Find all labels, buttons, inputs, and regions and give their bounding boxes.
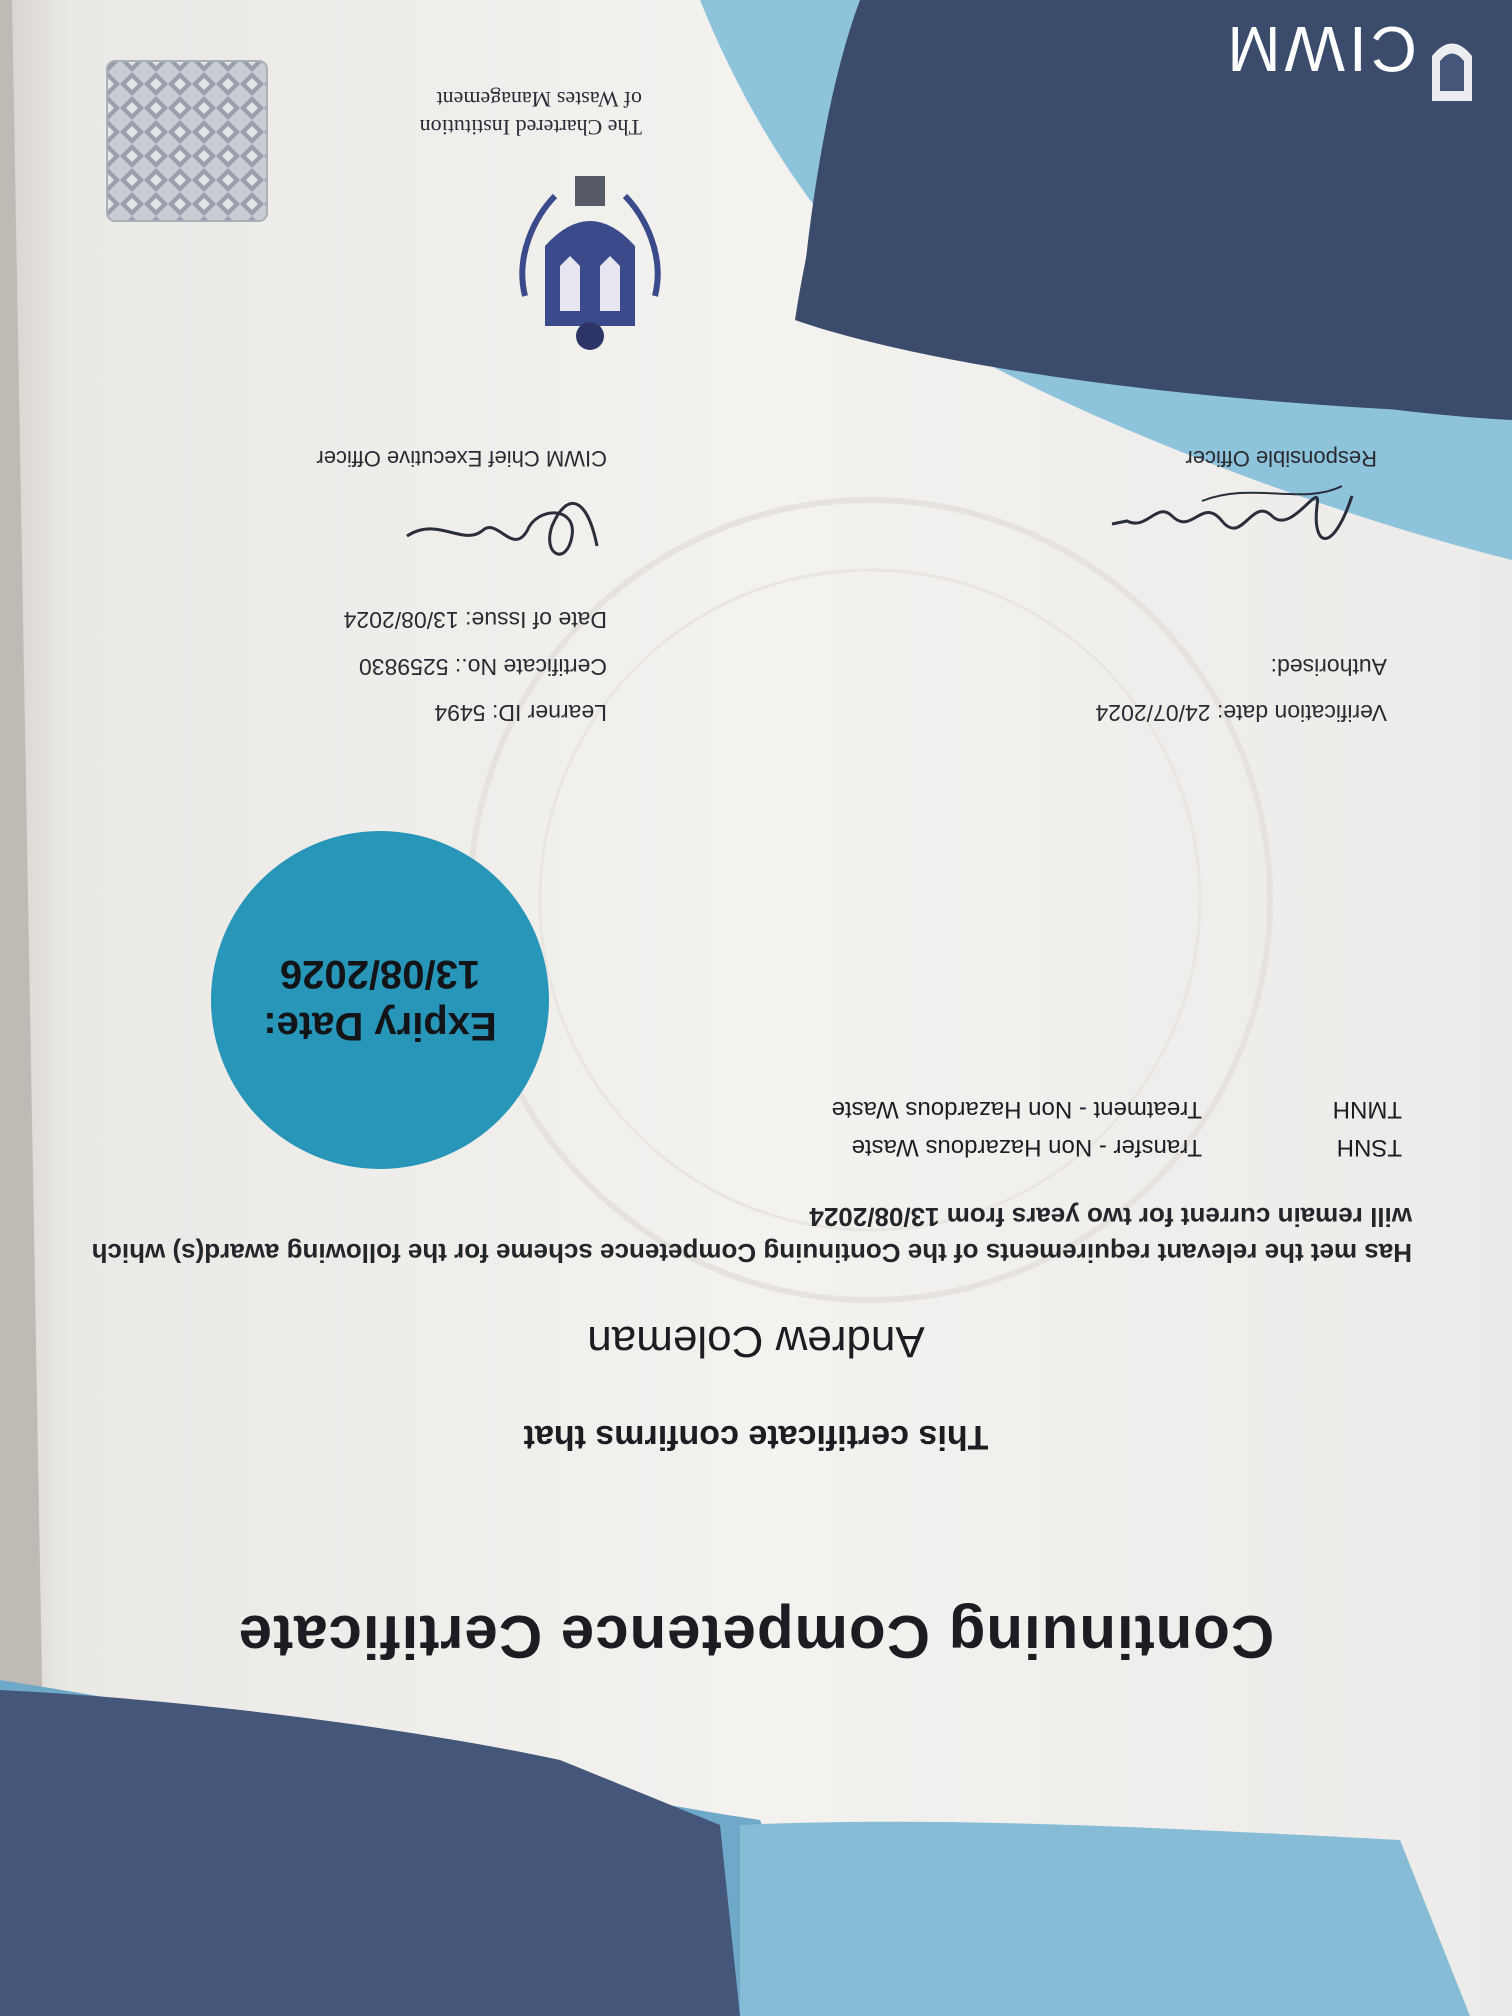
certificate-number: Certificate No.: 5259830 xyxy=(358,654,607,680)
certificate-title: Continuing Competence Certificate xyxy=(237,1603,1275,1670)
responsible-officer-label: Responsible Officer xyxy=(1185,446,1377,471)
expiry-date: 13/08/2026 xyxy=(279,952,481,996)
confirms-text: This certificate confirms that xyxy=(523,1418,989,1456)
ceo-label: CIWM Chief Executive Officer xyxy=(316,446,607,471)
date-of-issue: Date of Issue: 13/08/2024 xyxy=(343,607,607,633)
award-code: TMNH xyxy=(1332,1096,1402,1123)
award-title: Treatment - Non Hazardous Waste xyxy=(831,1096,1202,1123)
award-statement: Has met the relevant requirements of the Continuing Competence scheme for the following award(s) which will remain current for two years from 13/08/2024 xyxy=(91,1202,1412,1268)
ciwm-logo-text: CIWM xyxy=(1223,13,1417,85)
institution-name-line2: of Wastes Management xyxy=(436,87,642,112)
award-code: TSNH xyxy=(1336,1134,1402,1161)
authorised-label: Authorised: xyxy=(1270,654,1387,680)
award-title: Transfer - Non Hazardous Waste xyxy=(851,1134,1202,1161)
recipient-name: Andrew Coleman xyxy=(587,1317,925,1366)
institution-name-line1: The Chartered Institution xyxy=(419,115,642,140)
verification-date: Verification date: 24/07/2024 xyxy=(1095,700,1387,726)
expiry-label: Expiry Date: xyxy=(263,1004,497,1048)
learner-id: Learner ID: 5494 xyxy=(434,700,607,726)
